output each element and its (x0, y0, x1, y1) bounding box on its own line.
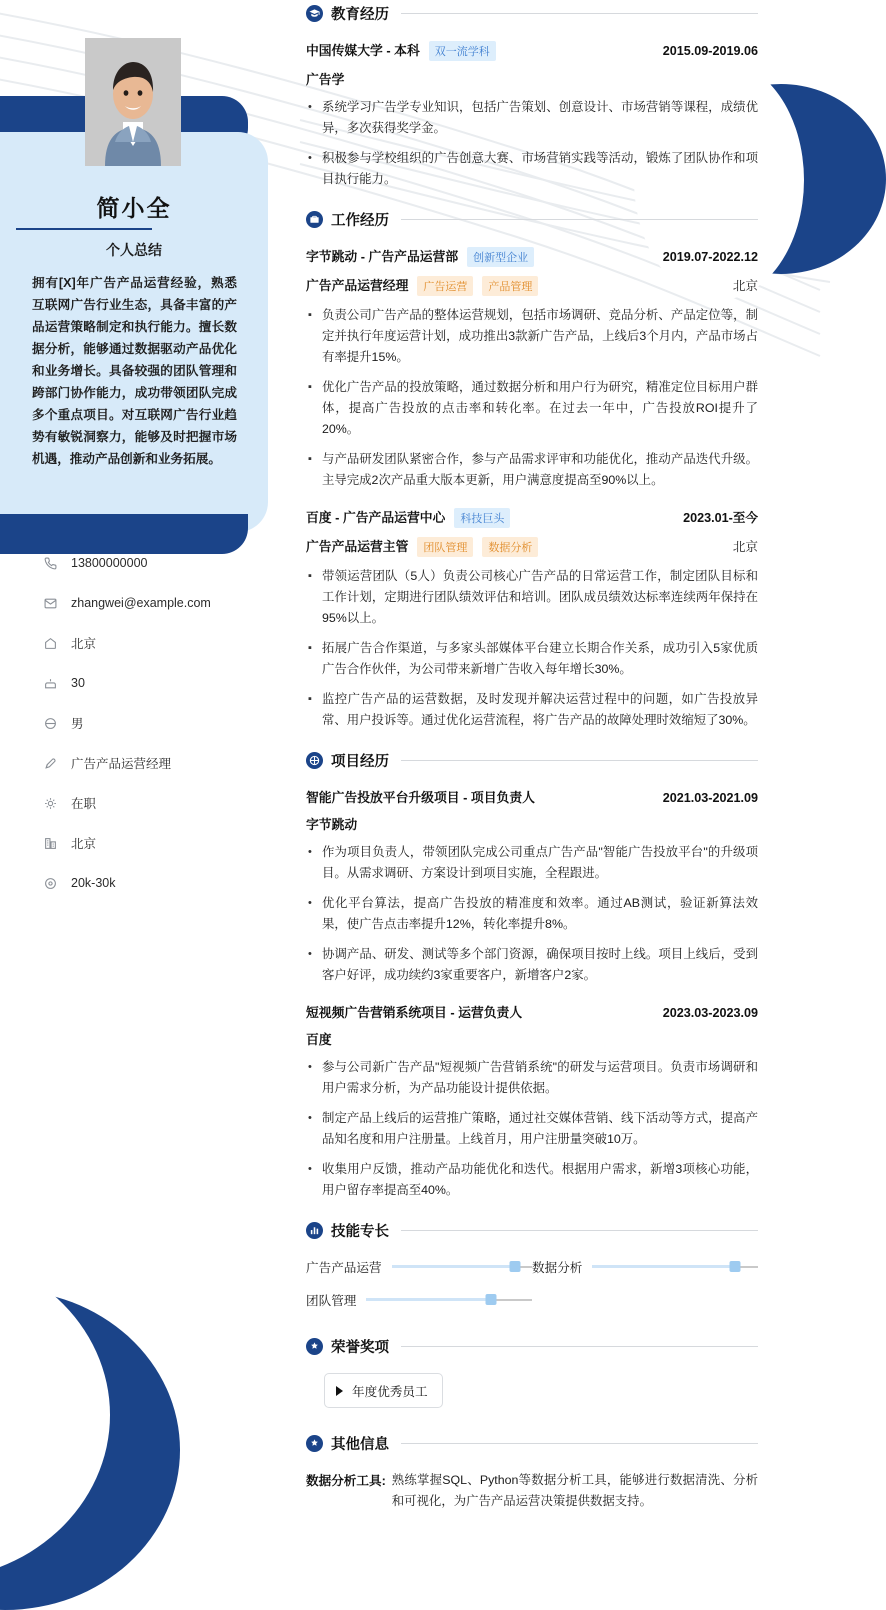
bullet-dot: ▪ (308, 381, 312, 393)
bullet-item (306, 893, 758, 935)
entry-subheader (306, 1029, 758, 1048)
skill-tag: 团队管理 (417, 537, 473, 557)
section-title: 项目经历 (331, 753, 389, 770)
entry-location: 北京 (732, 279, 758, 293)
skill-item (306, 1257, 532, 1276)
section-header (306, 1430, 758, 1456)
bullet-item (306, 944, 758, 986)
avatar (85, 38, 181, 166)
section-honors (306, 1333, 758, 1408)
skill-item (532, 1257, 758, 1276)
section-header (306, 747, 758, 773)
contact-item-gender (44, 708, 284, 738)
bullet-item (306, 689, 758, 731)
bullet-dot: ▪ (308, 453, 312, 465)
bullet-dot: • (308, 846, 312, 858)
entry-location: 北京 (732, 540, 758, 554)
summary-heading: 个人总结 (106, 242, 162, 258)
company-name: 百度 - 广告产品运营中心 (306, 510, 446, 525)
project-company: 字节跳动 (306, 817, 358, 832)
section-header (306, 206, 758, 232)
bullet-text: 作为项目负责人，带领团队完成公司重点广告产品"智能广告投放平台"的升级项目。从需求调研、方案设计到项目实施，全程跟进。 (322, 845, 758, 880)
entry-subheader (306, 275, 758, 296)
status-icon (44, 795, 62, 811)
entry-date: 2021.03-2021.09 (662, 791, 758, 805)
city-icon (44, 835, 62, 851)
gender-icon (44, 715, 62, 731)
contact-item-jobtitle (44, 748, 284, 778)
major-name: 广告学 (306, 72, 345, 87)
contact-value: 北京 (71, 837, 97, 851)
bullet-dot: ▪ (308, 693, 312, 705)
contact-item-email (44, 588, 284, 618)
section-title: 荣誉奖项 (331, 1339, 389, 1356)
section-header (306, 1333, 758, 1359)
contact-item-city (44, 828, 284, 858)
contact-value: 北京 (71, 637, 97, 651)
mail-icon (44, 595, 62, 611)
bullet-list (306, 842, 758, 986)
entry-header (306, 787, 758, 806)
entry-header (306, 40, 758, 61)
phone-icon (44, 555, 62, 571)
portrait-illustration (85, 38, 181, 166)
section-rule (401, 760, 758, 761)
skill-label: 广告产品运营 (306, 1261, 382, 1275)
bullet-item (306, 377, 758, 440)
school-tag: 双一流学科 (429, 41, 496, 61)
bullet-dot: ▪ (308, 570, 312, 582)
bullet-item (306, 1108, 758, 1150)
skill-tag: 数据分析 (482, 537, 538, 557)
contact-list (44, 548, 284, 908)
bullet-text: 优化广告产品的投放策略，通过数据分析和用户行为研究，精准定位目标用户群体，提高广告投放的点击率和转化率。在过去一年中，广告投放ROI提升了20%。 (322, 380, 758, 436)
section-projects (306, 747, 758, 1201)
other-info-item (306, 1470, 758, 1512)
main-content (306, 0, 758, 1516)
skill-slider[interactable] (592, 1260, 758, 1274)
contact-value: zhangwei@example.com (71, 596, 211, 610)
bar-chart-icon (306, 1222, 323, 1239)
section-title: 教育经历 (331, 6, 389, 23)
slider-fill (392, 1265, 516, 1268)
bullet-dot: • (308, 1112, 312, 1124)
slider-fill (366, 1298, 490, 1301)
slider-knob[interactable] (485, 1294, 496, 1305)
bullet-list (306, 97, 758, 190)
section-rule (401, 1230, 758, 1231)
company-tag: 创新型企业 (467, 247, 534, 267)
contact-item-phone (44, 548, 284, 578)
skill-list (306, 1257, 758, 1323)
bullet-dot: ▪ (308, 309, 312, 321)
bullet-text: 拓展广告合作渠道，与多家头部媒体平台建立长期合作关系，成功引入5家优质广告合作伙伴，为公司带来新增广告收入每年增长30%。 (322, 641, 758, 676)
contact-value: 广告产品运营经理 (71, 757, 172, 771)
contact-value: 13800000000 (71, 556, 148, 570)
play-triangle-icon (336, 1386, 343, 1396)
name-divider (16, 228, 152, 230)
skill-item (306, 1290, 532, 1309)
salary-icon (44, 875, 62, 891)
slider-knob[interactable] (729, 1261, 740, 1272)
contact-item-home (44, 628, 284, 658)
section-header (306, 1217, 758, 1243)
section-skills (306, 1217, 758, 1323)
bullet-text: 协调产品、研发、测试等多个部门资源，确保项目按时上线。项目上线后，受到客户好评，成功续约3家重要客户，新增客户2家。 (322, 947, 758, 982)
bullet-text: 负责公司广告产品的整体运营规划，包括市场调研、竞品分析、产品定位等，制定并执行年度运营计划，成功推出3款新广告产品，上线后3个月内，产品市场占有率提升15%。 (322, 308, 758, 364)
job-title: 广告产品运营经理 (306, 278, 409, 293)
honor-list (306, 1373, 758, 1408)
bullet-item (306, 148, 758, 190)
entry-subheader (306, 69, 758, 88)
other-info-label: 数据分析工具: (306, 1474, 386, 1488)
contact-item-age (44, 668, 284, 698)
award-icon (306, 1338, 323, 1355)
skill-slider[interactable] (366, 1293, 532, 1307)
entry-date: 2015.09-2019.06 (662, 44, 758, 58)
contact-value: 男 (71, 717, 84, 731)
section-header (306, 0, 758, 26)
contact-item-status (44, 788, 284, 818)
entry-subheader (306, 814, 758, 833)
entry-date: 2023.01-至今 (683, 511, 758, 525)
company-name: 字节跳动 - 广告产品运营部 (306, 249, 459, 264)
bullet-text: 积极参与学校组织的广告创意大赛、市场营销实践等活动，锻炼了团队协作和项目执行能力。 (322, 151, 758, 186)
school-name: 中国传媒大学 - 本科 (306, 43, 420, 58)
other-info-value: 熟练掌握SQL、Python等数据分析工具，能够进行数据清洗、分析和可视化，为广告产品运营决策提供数据支持。 (391, 1473, 758, 1508)
project-grid-icon (306, 752, 323, 769)
bullet-item (306, 305, 758, 368)
cake-icon (44, 675, 62, 691)
project-company: 百度 (306, 1032, 332, 1047)
bullet-dot: • (308, 897, 312, 909)
contact-value: 20k-30k (71, 876, 116, 890)
sidebar (0, 0, 290, 1460)
section-title: 其他信息 (331, 1436, 389, 1453)
bullet-item (306, 1159, 758, 1201)
bullet-list (306, 305, 758, 491)
bullet-text: 监控广告产品的运营数据，及时发现并解决运营过程中的问题，如广告投放异常、用户投诉等。通过优化运营流程，将广告产品的故障处理时效缩短了30%。 (322, 692, 758, 727)
home-icon (44, 635, 62, 651)
entry-date: 2019.07-2022.12 (662, 250, 758, 264)
summary-text: 拥有[X]年广告产品运营经验，熟悉互联网广告行业生态，具备丰富的产品运营策略制定和执行能力。擅长数据分析，能够通过数据驱动产品优化和业务增长。具备较强的团队管理和跨部门协作能力，成功带领团队完成多个重点项目。对互联网广告行业趋势有敏锐洞察力，能够及时把握市场机遇，推动产品创新和业务拓展。 (32, 276, 237, 466)
honor-label: 年度优秀员工 (352, 1385, 428, 1399)
project-entry (306, 1002, 758, 1201)
bullet-text: 系统学习广告学专业知识，包括广告策划、创意设计、市场营销等课程，成绩优异，多次获得奖学金。 (322, 100, 758, 135)
skill-label: 团队管理 (306, 1294, 357, 1308)
section-rule (401, 1443, 758, 1444)
bullet-item (306, 1057, 758, 1099)
bullet-dot: • (308, 152, 312, 164)
entry-date: 2023.03-2023.09 (662, 1006, 758, 1020)
graduation-cap-icon (306, 5, 323, 22)
bullet-dot: • (308, 948, 312, 960)
bullet-text: 参与公司新广告产品"短视频广告营销系统"的研发与运营项目。负责市场调研和用户需求分析，为产品功能设计提供依据。 (322, 1060, 758, 1095)
contact-value: 30 (71, 676, 85, 690)
bullet-list (306, 566, 758, 731)
bullet-item (306, 97, 758, 139)
project-entry (306, 787, 758, 986)
page-title: 简小全 (96, 195, 172, 221)
bullet-dot: • (308, 1163, 312, 1175)
bullet-list (306, 1057, 758, 1201)
work-entry (306, 507, 758, 731)
job-title: 广告产品运营主管 (306, 539, 409, 554)
work-entry (306, 246, 758, 491)
project-name: 智能广告投放平台升级项目 - 项目负责人 (306, 790, 535, 805)
entry-header (306, 1002, 758, 1021)
company-tag: 科技巨头 (454, 508, 510, 528)
bullet-text: 收集用户反馈，推动产品功能优化和迭代。根据用户需求，新增3项核心功能，用户留存率提高至40%。 (322, 1162, 758, 1197)
section-other (306, 1430, 758, 1512)
bullet-item (306, 638, 758, 680)
bullet-text: 带领运营团队（5人）负责公司核心广告产品的日常运营工作，制定团队目标和工作计划，定期进行团队绩效评估和培训。团队成员绩效达标率连续两年保持在95%以上。 (322, 569, 758, 625)
contact-value: 在职 (71, 797, 97, 811)
project-name: 短视频广告营销系统项目 - 运营负责人 (306, 1005, 523, 1020)
section-rule (401, 13, 758, 14)
award-icon (306, 1435, 323, 1452)
skill-label: 数据分析 (532, 1261, 583, 1275)
bullet-item (306, 566, 758, 629)
bullet-dot: • (308, 1061, 312, 1073)
slider-knob[interactable] (510, 1261, 521, 1272)
rocket-icon (44, 755, 62, 771)
section-rule (401, 219, 758, 220)
entry-subheader (306, 536, 758, 557)
education-entry (306, 40, 758, 190)
entry-header (306, 507, 758, 528)
bullet-text: 制定产品上线后的运营推广策略，通过社交媒体营销、线下活动等方式，提高产品知名度和用户注册量。上线首月，用户注册量突破10万。 (322, 1111, 758, 1146)
slider-fill (592, 1265, 734, 1268)
entry-header (306, 246, 758, 267)
honor-chip[interactable] (324, 1373, 443, 1408)
section-title: 技能专长 (331, 1223, 389, 1240)
section-rule (401, 1346, 758, 1347)
bullet-dot: • (308, 101, 312, 113)
bullet-text: 与产品研发团队紧密合作，参与产品需求评审和功能优化，推动产品迭代升级。主导完成2次产品重大版本更新，用户满意度提高至90%以上。 (322, 452, 758, 487)
contact-item-salary (44, 868, 284, 898)
skill-tag: 广告运营 (417, 276, 473, 296)
bullet-item (306, 449, 758, 491)
briefcase-icon (306, 211, 323, 228)
section-work (306, 206, 758, 731)
bullet-text: 优化平台算法，提高广告投放的精准度和效率。通过AB测试，验证新算法效果，使广告点击率提升12%，转化率提升8%。 (322, 896, 758, 931)
skill-slider[interactable] (392, 1260, 532, 1274)
section-education (306, 0, 758, 190)
bullet-item (306, 842, 758, 884)
skill-tag: 产品管理 (482, 276, 538, 296)
bullet-dot: ▪ (308, 642, 312, 654)
section-title: 工作经历 (331, 212, 389, 229)
